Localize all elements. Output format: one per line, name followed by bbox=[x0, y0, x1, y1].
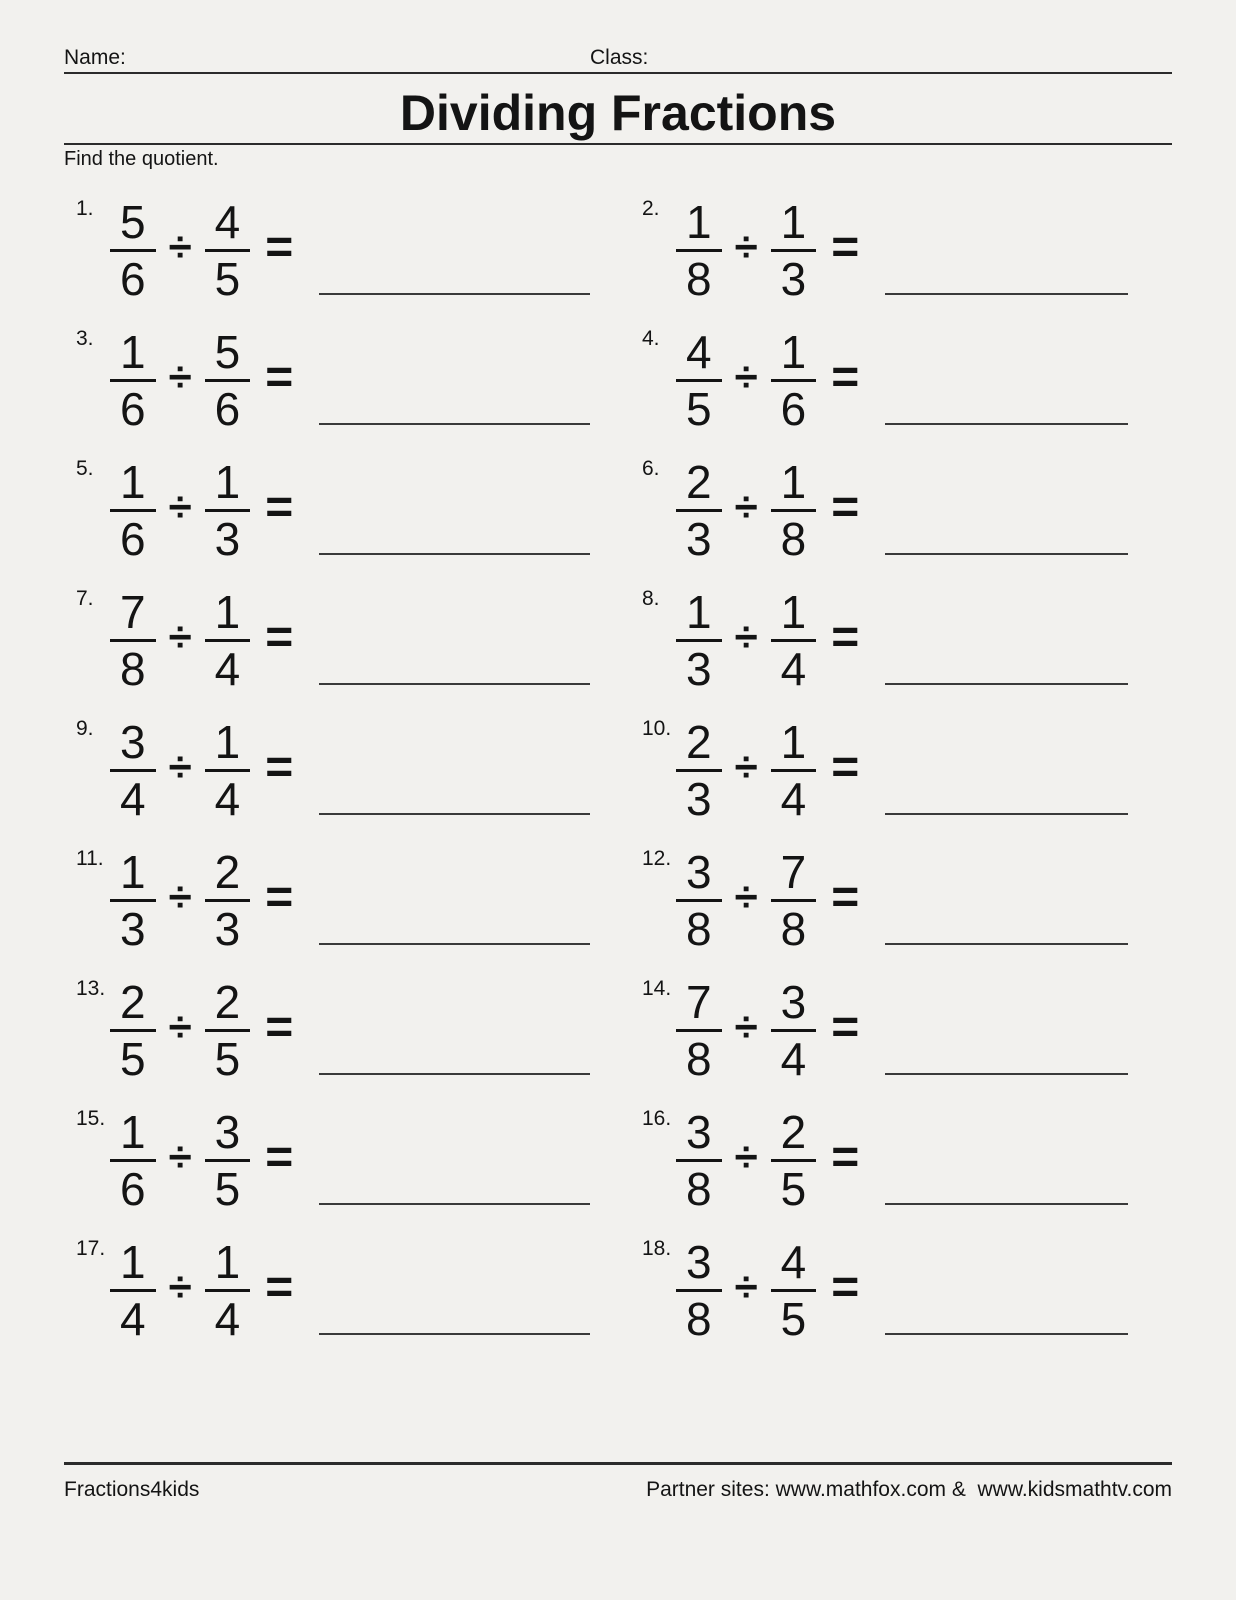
fraction-numerator: 1 bbox=[120, 1235, 146, 1288]
fraction-denominator: 5 bbox=[214, 252, 241, 305]
fraction-dividend bbox=[676, 195, 722, 305]
fraction-divisor bbox=[771, 1235, 817, 1345]
fraction-divisor bbox=[771, 195, 817, 305]
fraction-dividend bbox=[676, 455, 722, 565]
answer-line bbox=[885, 293, 1128, 295]
fraction-numerator: 5 bbox=[214, 325, 241, 378]
fraction-dividend bbox=[676, 845, 722, 955]
fraction-numerator: 1 bbox=[214, 585, 241, 638]
fraction-numerator: 1 bbox=[780, 715, 807, 768]
problem-item bbox=[630, 835, 1172, 965]
divide-sign: ÷ bbox=[734, 743, 758, 790]
fraction-denominator: 5 bbox=[686, 382, 712, 435]
answer-line bbox=[885, 1073, 1128, 1075]
fraction-divisor bbox=[771, 455, 817, 565]
fraction-divisor bbox=[205, 455, 251, 565]
fraction-denominator: 6 bbox=[120, 1162, 146, 1215]
fraction-numerator: 2 bbox=[120, 975, 146, 1028]
fraction-denominator: 4 bbox=[780, 642, 807, 695]
fraction-numerator: 1 bbox=[214, 455, 241, 508]
fraction-denominator: 6 bbox=[214, 382, 241, 435]
fraction-divisor bbox=[205, 325, 251, 435]
fraction-denominator: 5 bbox=[780, 1292, 807, 1345]
fraction-numerator: 1 bbox=[780, 195, 807, 248]
problem-number: 16. bbox=[642, 1107, 672, 1130]
problem-number: 6. bbox=[642, 457, 660, 480]
fraction-divisor bbox=[205, 1235, 251, 1345]
fraction-denominator: 5 bbox=[214, 1032, 241, 1085]
fraction-numerator: 3 bbox=[120, 715, 146, 768]
divide-sign: ÷ bbox=[734, 1263, 758, 1310]
equals-sign: = bbox=[265, 740, 294, 794]
fraction-denominator: 5 bbox=[120, 1032, 146, 1085]
problem-number: 11. bbox=[76, 847, 104, 870]
title-rule bbox=[64, 143, 1172, 145]
fraction-denominator: 3 bbox=[686, 642, 712, 695]
fraction-denominator: 3 bbox=[214, 512, 241, 565]
fraction-denominator: 8 bbox=[120, 642, 146, 695]
fraction-denominator: 5 bbox=[780, 1162, 807, 1215]
fraction-numerator: 1 bbox=[120, 1105, 146, 1158]
fraction-dividend bbox=[110, 455, 156, 565]
equals-sign: = bbox=[265, 1130, 294, 1184]
fraction-denominator: 4 bbox=[780, 1032, 807, 1085]
fraction-dividend bbox=[110, 325, 156, 435]
equals-sign: = bbox=[831, 1130, 860, 1184]
problem-item bbox=[630, 965, 1172, 1095]
equals-sign: = bbox=[831, 350, 860, 404]
fraction-denominator: 3 bbox=[780, 252, 807, 305]
answer-line bbox=[885, 683, 1128, 685]
problem-number: 7. bbox=[76, 587, 94, 610]
divide-sign: ÷ bbox=[168, 743, 192, 790]
equals-sign: = bbox=[831, 1000, 860, 1054]
fraction-numerator: 1 bbox=[780, 585, 807, 638]
fraction-dividend bbox=[110, 1105, 156, 1215]
fraction-denominator: 4 bbox=[120, 772, 146, 825]
fraction-denominator: 4 bbox=[120, 1292, 146, 1345]
answer-line bbox=[885, 1203, 1128, 1205]
fraction-denominator: 4 bbox=[780, 772, 807, 825]
fraction-numerator: 3 bbox=[686, 1235, 712, 1288]
fraction-denominator: 4 bbox=[214, 1292, 241, 1345]
problem-item bbox=[64, 575, 606, 705]
fraction-divisor bbox=[771, 845, 817, 955]
problem-number: 14. bbox=[642, 977, 672, 1000]
fraction-numerator: 2 bbox=[686, 715, 712, 768]
fraction-numerator: 1 bbox=[686, 585, 712, 638]
fraction-denominator: 6 bbox=[120, 252, 146, 305]
answer-line bbox=[319, 1333, 590, 1335]
answer-line bbox=[319, 943, 590, 945]
fraction-divisor bbox=[771, 325, 817, 435]
problem-number: 5. bbox=[76, 457, 94, 480]
fraction-numerator: 3 bbox=[214, 1105, 241, 1158]
fraction-numerator: 3 bbox=[686, 1105, 712, 1158]
fraction-numerator: 1 bbox=[214, 715, 241, 768]
fraction-denominator: 8 bbox=[686, 1162, 712, 1215]
equals-sign: = bbox=[831, 870, 860, 924]
divide-sign: ÷ bbox=[168, 1133, 192, 1180]
problem-number: 3. bbox=[76, 327, 94, 350]
problem-item bbox=[64, 835, 606, 965]
fraction-divisor bbox=[771, 715, 817, 825]
answer-line bbox=[885, 423, 1128, 425]
fraction-denominator: 6 bbox=[120, 382, 146, 435]
problem-item bbox=[630, 1225, 1172, 1355]
fraction-denominator: 8 bbox=[686, 902, 712, 955]
answer-line bbox=[319, 553, 590, 555]
divide-sign: ÷ bbox=[734, 223, 758, 270]
problem-item bbox=[64, 315, 606, 445]
equals-sign: = bbox=[265, 610, 294, 664]
equals-sign: = bbox=[831, 610, 860, 664]
fraction-divisor bbox=[771, 975, 817, 1085]
problems-grid bbox=[64, 185, 1172, 1355]
fraction-numerator: 3 bbox=[686, 845, 712, 898]
answer-line bbox=[885, 1333, 1128, 1335]
fraction-numerator: 1 bbox=[120, 845, 146, 898]
problem-item bbox=[64, 1095, 606, 1225]
fraction-denominator: 3 bbox=[686, 512, 712, 565]
divide-sign: ÷ bbox=[734, 1003, 758, 1050]
fraction-dividend bbox=[110, 715, 156, 825]
equals-sign: = bbox=[265, 220, 294, 274]
fraction-numerator: 4 bbox=[214, 195, 241, 248]
fraction-divisor bbox=[205, 1105, 251, 1215]
problem-number: 1. bbox=[76, 197, 94, 220]
divide-sign: ÷ bbox=[168, 613, 192, 660]
fraction-divisor bbox=[205, 195, 251, 305]
divide-sign: ÷ bbox=[168, 353, 192, 400]
fraction-denominator: 4 bbox=[214, 642, 241, 695]
answer-line bbox=[319, 1203, 590, 1205]
fraction-numerator: 7 bbox=[780, 845, 807, 898]
fraction-denominator: 4 bbox=[214, 772, 241, 825]
problem-item bbox=[630, 575, 1172, 705]
divide-sign: ÷ bbox=[734, 873, 758, 920]
answer-line bbox=[319, 813, 590, 815]
footer-brand: Fractions4kids bbox=[64, 1478, 200, 1501]
problem-number: 2. bbox=[642, 197, 660, 220]
equals-sign: = bbox=[265, 350, 294, 404]
divide-sign: ÷ bbox=[734, 353, 758, 400]
divide-sign: ÷ bbox=[734, 483, 758, 530]
fraction-dividend bbox=[676, 715, 722, 825]
instruction-text: Find the quotient. bbox=[64, 148, 219, 170]
fraction-denominator: 6 bbox=[120, 512, 146, 565]
problem-item bbox=[64, 1225, 606, 1355]
problem-number: 8. bbox=[642, 587, 660, 610]
problem-item bbox=[64, 965, 606, 1095]
fraction-numerator: 1 bbox=[686, 195, 712, 248]
problem-item bbox=[630, 315, 1172, 445]
fraction-divisor bbox=[771, 1105, 817, 1215]
answer-line bbox=[885, 943, 1128, 945]
answer-line bbox=[885, 553, 1128, 555]
answer-line bbox=[319, 1073, 590, 1075]
fraction-denominator: 8 bbox=[686, 252, 712, 305]
fraction-numerator: 1 bbox=[120, 325, 146, 378]
divide-sign: ÷ bbox=[734, 1133, 758, 1180]
problem-number: 12. bbox=[642, 847, 672, 870]
problem-number: 9. bbox=[76, 717, 94, 740]
fraction-divisor bbox=[771, 585, 817, 695]
fraction-numerator: 2 bbox=[780, 1105, 807, 1158]
fraction-dividend bbox=[676, 325, 722, 435]
fraction-dividend bbox=[110, 975, 156, 1085]
page-title: Dividing Fractions bbox=[399, 85, 837, 141]
equals-sign: = bbox=[831, 220, 860, 274]
divide-sign: ÷ bbox=[734, 613, 758, 660]
divide-sign: ÷ bbox=[168, 1263, 192, 1310]
fraction-divisor bbox=[205, 585, 251, 695]
fraction-divisor bbox=[205, 715, 251, 825]
fraction-denominator: 3 bbox=[214, 902, 241, 955]
problem-number: 17. bbox=[76, 1237, 106, 1260]
fraction-numerator: 5 bbox=[120, 195, 146, 248]
divide-sign: ÷ bbox=[168, 873, 192, 920]
fraction-dividend bbox=[676, 1235, 722, 1345]
fraction-denominator: 8 bbox=[686, 1292, 712, 1345]
problem-number: 13. bbox=[76, 977, 106, 1000]
fraction-numerator: 4 bbox=[780, 1235, 807, 1288]
class-label: Class: bbox=[590, 46, 649, 69]
divide-sign: ÷ bbox=[168, 1003, 192, 1050]
fraction-denominator: 8 bbox=[780, 902, 807, 955]
answer-line bbox=[319, 423, 590, 425]
fraction-denominator: 3 bbox=[686, 772, 712, 825]
equals-sign: = bbox=[831, 1260, 860, 1314]
fraction-dividend bbox=[110, 585, 156, 695]
fraction-dividend bbox=[676, 1105, 722, 1215]
equals-sign: = bbox=[831, 480, 860, 534]
problem-item bbox=[630, 185, 1172, 315]
fraction-numerator: 1 bbox=[780, 455, 807, 508]
answer-line bbox=[885, 813, 1128, 815]
equals-sign: = bbox=[265, 870, 294, 924]
fraction-numerator: 7 bbox=[120, 585, 146, 638]
divide-sign: ÷ bbox=[168, 483, 192, 530]
fraction-numerator: 2 bbox=[214, 845, 241, 898]
problem-item bbox=[630, 1095, 1172, 1225]
answer-line bbox=[319, 293, 590, 295]
fraction-numerator: 7 bbox=[686, 975, 712, 1028]
fraction-numerator: 1 bbox=[120, 455, 146, 508]
equals-sign: = bbox=[265, 480, 294, 534]
fraction-denominator: 5 bbox=[214, 1162, 241, 1215]
fraction-dividend bbox=[110, 845, 156, 955]
problem-item bbox=[64, 185, 606, 315]
fraction-divisor bbox=[205, 975, 251, 1085]
header-rule bbox=[64, 72, 1172, 74]
name-label: Name: bbox=[64, 46, 126, 69]
fraction-dividend bbox=[110, 195, 156, 305]
problem-item bbox=[64, 445, 606, 575]
fraction-numerator: 2 bbox=[686, 455, 712, 508]
fraction-numerator: 1 bbox=[780, 325, 807, 378]
problem-item bbox=[630, 445, 1172, 575]
equals-sign: = bbox=[265, 1260, 294, 1314]
fraction-dividend bbox=[110, 1235, 156, 1345]
fraction-numerator: 4 bbox=[686, 325, 712, 378]
equals-sign: = bbox=[265, 1000, 294, 1054]
fraction-divisor bbox=[205, 845, 251, 955]
fraction-numerator: 2 bbox=[214, 975, 241, 1028]
fraction-numerator: 3 bbox=[780, 975, 807, 1028]
footer-partners: Partner sites: www.mathfox.com & www.kidsmathtv.com bbox=[646, 1478, 1172, 1501]
footer bbox=[64, 1462, 1172, 1502]
fraction-dividend bbox=[676, 585, 722, 695]
problem-number: 15. bbox=[76, 1107, 106, 1130]
fraction-denominator: 8 bbox=[686, 1032, 712, 1085]
answer-line bbox=[319, 683, 590, 685]
problem-number: 18. bbox=[642, 1237, 672, 1260]
problem-number: 10. bbox=[642, 717, 672, 740]
equals-sign: = bbox=[831, 740, 860, 794]
fraction-denominator: 6 bbox=[780, 382, 807, 435]
problem-number: 4. bbox=[642, 327, 660, 350]
fraction-numerator: 1 bbox=[214, 1235, 241, 1288]
fraction-dividend bbox=[676, 975, 722, 1085]
fraction-denominator: 3 bbox=[120, 902, 146, 955]
fraction-denominator: 8 bbox=[780, 512, 807, 565]
divide-sign: ÷ bbox=[168, 223, 192, 270]
problem-item bbox=[64, 705, 606, 835]
problem-item bbox=[630, 705, 1172, 835]
header bbox=[64, 0, 1172, 70]
